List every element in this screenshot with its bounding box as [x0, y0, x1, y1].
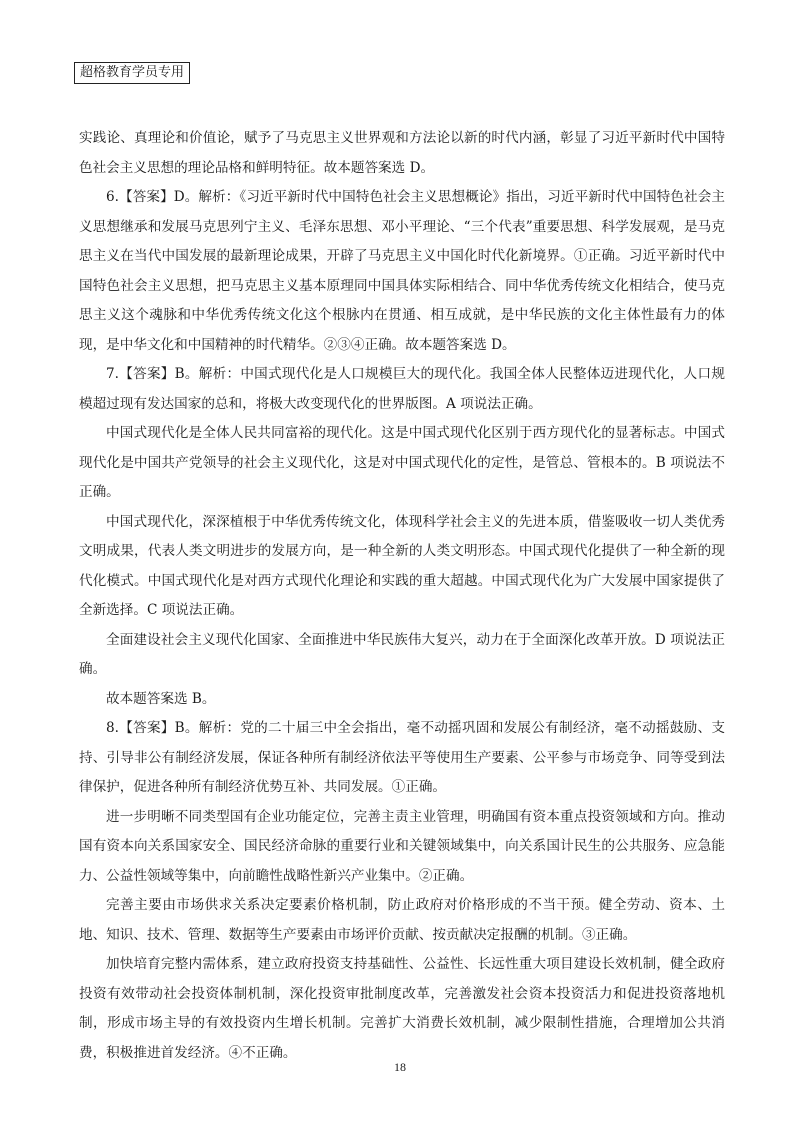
- document-body: [79, 124, 725, 1068]
- answer-7-option-d-paragraph: 全面建设社会主义现代化国家、全面推进中华民族伟大复兴，动力在于全面深化改革开放。D 项说法正确。: [79, 631, 725, 677]
- answer-8-paragraph: 8.【答案】B。解析：党的二十届三中全会指出，毫不动摇巩固和发展公有制经济，毫不动摇鼓励、支持、引导非公有制经济发展，保证各种所有制经济依法平等使用生产要素、公平参与市场竞争、同等受到法律保护，促进各种所有制经济优势互补、共同发展。①正确。: [79, 720, 725, 795]
- answer-8-item-2-paragraph: 进一步明晰不同类型国有企业功能定位，完善主责主业管理，明确国有资本重点投资领域和方向。推动国有资本向关系国家安全、国民经济命脉的重要行业和关键领域集中，向关系国计民生的公共服务、应急能力、公益性领域等集中，向前瞻性战略性新兴产业集中。②正确。: [79, 808, 725, 884]
- answer-7-option-c-paragraph: 中国式现代化，深深植根于中华优秀传统文化，体现科学社会主义的先进本质，借鉴吸收一切人类优秀文明成果，代表人类文明进步的发展方向，是一种全新的人类文明形态。中国式现代化提供了一种全新的现代化模式。中国式现代化是对西方式现代化理论和实践的重大超越。中国式现代化为广大发展中国家提供了全新选择。C 项说法正确。: [79, 513, 725, 618]
- answer-7-conclusion: 故本题答案选 B。: [106, 690, 216, 707]
- answer-7-paragraph: 7.【答案】B。解析：中国式现代化是人口规模巨大的现代化。我国全体人民整体迈进现代化，人口规模超过现有发达国家的总和，将极大改变现代化的世界版图。A 项说法正确。: [79, 366, 725, 412]
- page-number: 18: [394, 1060, 406, 1074]
- answer-8-item-3-paragraph: 完善主要由市场供求关系决定要素价格机制，防止政府对价格形成的不当干预。健全劳动、资本、土地、知识、技术、管理、数据等生产要素由市场评价贡献、按贡献决定报酬的机制。③正确。: [79, 897, 725, 943]
- header-label: 超格教育学员专用: [74, 62, 190, 84]
- answer-6-paragraph: 6.【答案】D。解析：《习近平新时代中国特色社会主义思想概论》指出，习近平新时代中国特色社会主义思想继承和发展马克思列宁主义、毛泽东思想、邓小平理论、“三个代表”重要思想、科学发展观，是马克思主义在当代中国发展的最新理论成果，开辟了马克思主义中国化时代化新境界。①正确。习近平新时代中国特色社会主义思想，把马克思主义基本原理同中国具体实际相结合、同中华优秀传统文化相结合，使马克思主义这个魂脉和中华优秀传统文化这个根脉内在贯通、相互成就，是中华民族的文化主体性最有力的体现，是中华文化和中国精神的时代精华。②③④正确。故本题答案选 D。: [79, 189, 725, 353]
- paragraph-continuation: 实践论、真理论和价值论，赋予了马克思主义世界观和方法论以新的时代内涵，彰显了习近平新时代中国特色社会主义思想的理论品格和鲜明特征。故本题答案选 D。: [79, 130, 725, 176]
- answer-8-item-4-paragraph: 加快培育完整内需体系，建立政府投资支持基础性、公益性、长远性重大项目建设长效机制，健全政府投资有效带动社会投资体制机制，深化投资审批制度改革，完善激发社会资本投资活力和促进投资落地机制，形成市场主导的有效投资内生增长机制。完善扩大消费长效机制，减少限制性措施，合理增加公共消费，积极推进首发经济。④不正确。: [79, 956, 725, 1061]
- answer-7-option-b-paragraph: 中国式现代化是全体人民共同富裕的现代化。这是中国式现代化区别于西方现代化的显著标志。中国式现代化是中国共产党领导的社会主义现代化，这是对中国式现代化的定性，是管总、管根本的。B 项说法不正确。: [79, 425, 725, 500]
